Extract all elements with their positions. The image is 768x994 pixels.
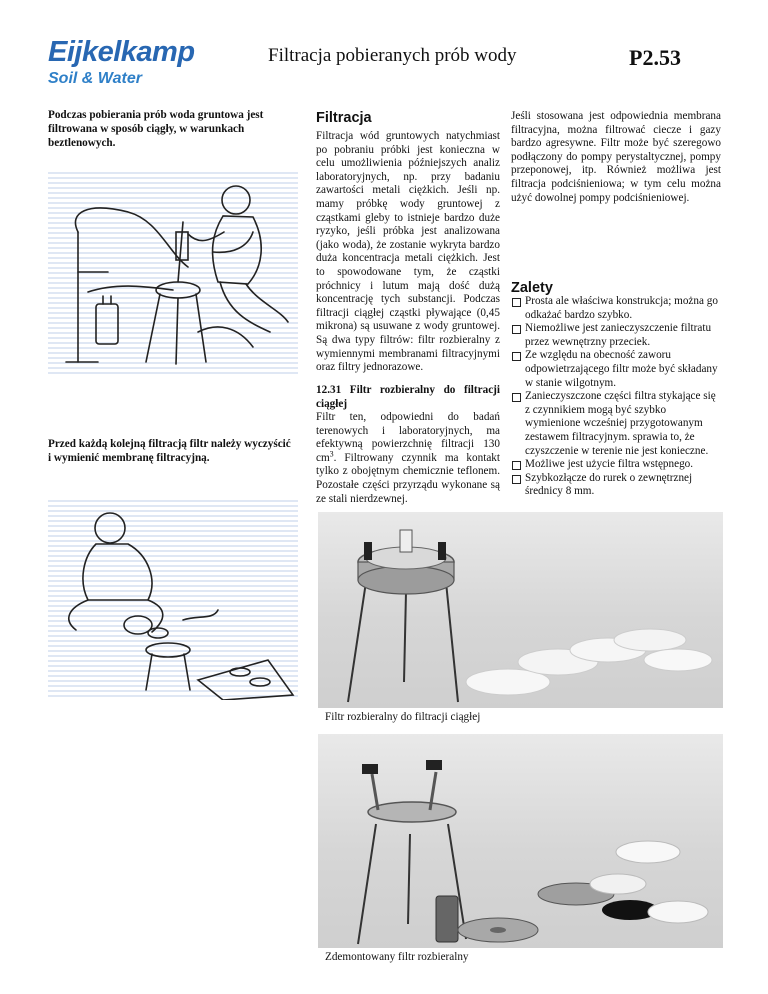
list-item: Szybkozłącze do rurek o zewnętrznej średnicy 8 mm. <box>511 472 723 499</box>
list-item: Zanieczyszczone części filtra stykające się z czynnikiem mogą być szybko wymienione wcześniej przygotowanym zestawem filtracyjnym. sprawia to, że czyszczenie w terenie nie jest konieczne. <box>511 390 723 458</box>
list-item: Ze względu na obecność zaworu odpowietrzającego filtr może być składany w stanie wilgotnym. <box>511 349 723 390</box>
cleaning-note: Przed każdą kolejną filtracją filtr należy wyczyścić i wymienić membranę filtracyjną. <box>48 438 291 464</box>
checkbox-bullet-icon <box>512 461 521 470</box>
photo-caption-assembled: Filtr rozbieralny do filtracji ciągłej <box>325 711 481 723</box>
advantages-heading: Zalety <box>511 280 553 296</box>
photo-caption-disassembled: Zdemontowany filtr rozbieralny <box>325 951 469 963</box>
sampling-drawing-icon <box>48 172 298 374</box>
cleaning-drawing-icon <box>48 500 298 700</box>
product-paragraph <box>316 411 500 506</box>
filtration-paragraph: Filtracja wód gruntowych natychmiast po pobraniu próbki jest konieczna w celu umożliwienia późniejszych analiz laboratoryjnych, np. przy badaniu zawartości metali ciężkich. Jeśli np. mamy próbkę wody gruntowej z cząstkami gleby to istnieje bardzo duże ryzyko, jeśli próbka jest analizowana (jako woda), że zostanie wykryta bardzo duża koncentracja metali ciężkich. Jest to spowodowane tym, że cząstki próchnicy i lutum mają dość dużą koncentrację tych substancji. Podczas filtracji ciągłej cząstki pływające (0,45 mikrona) są usuwane z wody gruntowej. Są dwa typy filtrów: filtr rozbieralny z wymiennymi membranami filtracyjnymi oraz filtry jednorazowe. <box>316 130 500 374</box>
checkbox-bullet-icon <box>512 393 521 402</box>
product-paragraph-part-b: . Filtrowany czynnik ma kontakt tylko z obojętnym chemicznie teflonem. Pozostałe części przyrządu wykonane są ze stali nierdzewnej. <box>316 451 500 505</box>
checkbox-bullet-icon <box>512 352 521 361</box>
membrane-paragraph: Jeśli stosowana jest odpowiednia membrana filtracyjna, można filtrować ciecze i gazy bardzo agresywne. Filtr może być szeregowo podłączony do pompy perystaltycznej, pompy przeponowej, itp. Również możliwa jest filtracja podciśnieniowa; w tym celu można użyć dowolnej pompy podciśnieniowej. <box>511 110 721 204</box>
list-item: Prosta ale właściwa konstrukcja; można go odkażać bardzo szybko. <box>511 295 723 322</box>
product-paragraph-part-a: Filtr ten, odpowiedni do badań terenowych i laboratoryjnych, ma efektywną powierzchnię filtracji 130 cm <box>316 411 500 464</box>
photo-disassembled-filter <box>318 734 723 948</box>
brand-logo-text: Eijkelkamp <box>48 36 195 68</box>
illustration-sampling <box>48 172 298 374</box>
list-item: Niemożliwe jest zanieczyszczenie filtratu przez wewnętrzny przeciek. <box>511 322 723 349</box>
photo-assembled-filter <box>318 512 723 708</box>
checkbox-bullet-icon <box>512 475 521 484</box>
brand-logo-subtitle: Soil & Water <box>48 70 142 87</box>
filtration-heading: Filtracja <box>316 110 372 126</box>
disassembled-filter-icon <box>318 734 723 948</box>
illustration-cleaning <box>48 500 298 700</box>
superscript-unit: 3 <box>329 449 334 459</box>
checkbox-bullet-icon <box>512 325 521 334</box>
intro-text: Podczas pobierania prób woda gruntowa jest filtrowana w sposób ciągły, w warunkach beztlenowych. <box>48 109 264 149</box>
page-title: Filtracja pobieranych prób wody <box>268 45 517 66</box>
page-code: P2.53 <box>629 45 681 70</box>
product-subheading: 12.31 Filtr rozbieralny do filtracji ciągłej <box>316 384 500 410</box>
advantages-list <box>511 295 723 499</box>
checkbox-bullet-icon <box>512 298 521 307</box>
assembled-filter-icon <box>318 512 723 708</box>
list-item: Możliwe jest użycie filtra wstępnego. <box>511 458 723 472</box>
